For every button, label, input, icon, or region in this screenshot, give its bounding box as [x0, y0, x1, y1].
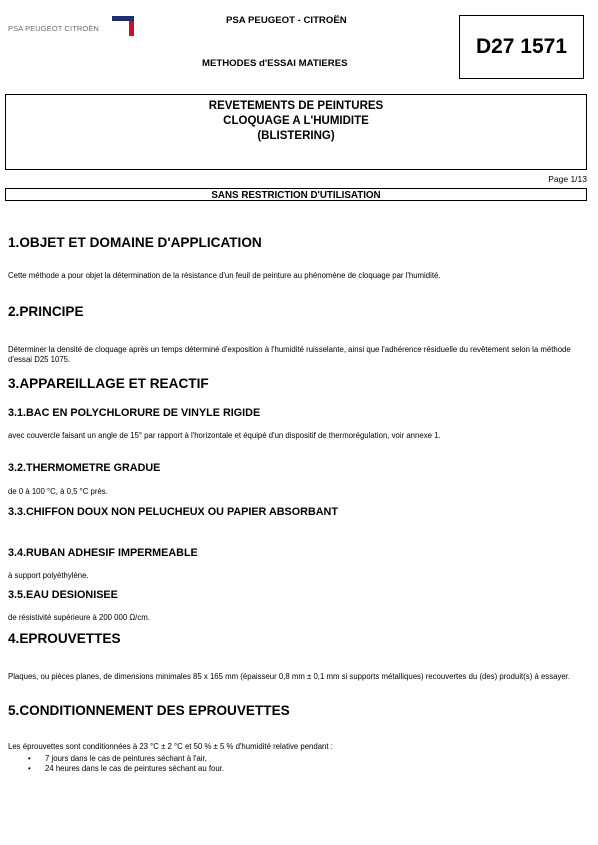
section-2-heading: 2.PRINCIPE [8, 304, 84, 319]
section-3-5-text: de résistivité supérieure à 200 000 Ω/cm. [8, 613, 150, 622]
list-item: • 24 heures dans le cas de peintures séchant au four. [28, 764, 224, 774]
document-number: D27 1571 [459, 15, 584, 79]
methods-label: METHODES d'ESSAI MATIERES [202, 58, 348, 69]
section-3-heading: 3.APPAREILLAGE ET REACTIF [8, 376, 209, 391]
list-item: • 7 jours dans le cas de peintures séchant à l'air, [28, 754, 224, 764]
title-line-2: CLOQUAGE A L'HUMIDITE [223, 115, 369, 127]
section-2-text: Déterminer la densité de cloquage après un temps déterminé d'exposition à l'humidité ruisselante, ainsi que l'adhérence résiduelle du revêtement selon la méthode d'essai D25 1075. [8, 345, 571, 365]
section-1-text: Cette méthode a pour objet la détermination de la résistance d'un feuil de peinture au phénomène de cloquage par l'humidité. [8, 271, 441, 280]
psa-logo-icon [112, 16, 134, 36]
conditioning-list [28, 754, 224, 773]
company-name: PSA PEUGEOT - CITROËN [226, 15, 347, 26]
section-3-1-text: avec couvercle faisant un angle de 15° par rapport à l'horizontale et équipé d'un dispositif de thermorégulation, voir annexe 1. [8, 431, 441, 440]
section-3-2-text: de 0 à 100 °C, à 0,5 °C près. [8, 487, 108, 496]
section-4-text: Plaques, ou pièces planes, de dimensions minimales 85 x 165 mm (épaisseur 0,8 mm ± 0,1 mm si supports métalliques) recouvertes du (des) produit(s) à essayer. [8, 672, 571, 681]
section-5-text: Les éprouvettes sont conditionnées à 23 °C ± 2 °C et 50 % ± 5 % d'humidité relative pendant : [8, 742, 333, 751]
title-line-3: (BLISTERING) [257, 130, 335, 142]
section-5-heading: 5.CONDITIONNEMENT DES EPROUVETTES [8, 703, 290, 718]
section-3-1-heading: 3.1.BAC EN POLYCHLORURE DE VINYLE RIGIDE [8, 407, 261, 419]
company-logo-text: PSA PEUGEOT CITROËN [8, 24, 99, 33]
section-3-3-heading: 3.3.CHIFFON DOUX NON PELUCHEUX OU PAPIER ABSORBANT [8, 506, 338, 518]
title-line-1: REVETEMENTS DE PEINTURES [208, 100, 384, 112]
section-1-heading: 1.OBJET ET DOMAINE D'APPLICATION [8, 235, 262, 250]
page-number: Page 1/13 [548, 174, 587, 184]
document-title [5, 94, 587, 170]
section-4-heading: 4.EPROUVETTES [8, 631, 121, 646]
section-3-4-heading: 3.4.RUBAN ADHESIF IMPERMEABLE [8, 547, 198, 559]
section-3-5-heading: 3.5.EAU DESIONISEE [8, 589, 118, 601]
section-3-2-heading: 3.2.THERMOMETRE GRADUE [8, 462, 161, 474]
restriction-banner: SANS RESTRICTION D'UTILISATION [5, 188, 587, 201]
section-3-4-text: à support polyéthylène. [8, 571, 89, 580]
